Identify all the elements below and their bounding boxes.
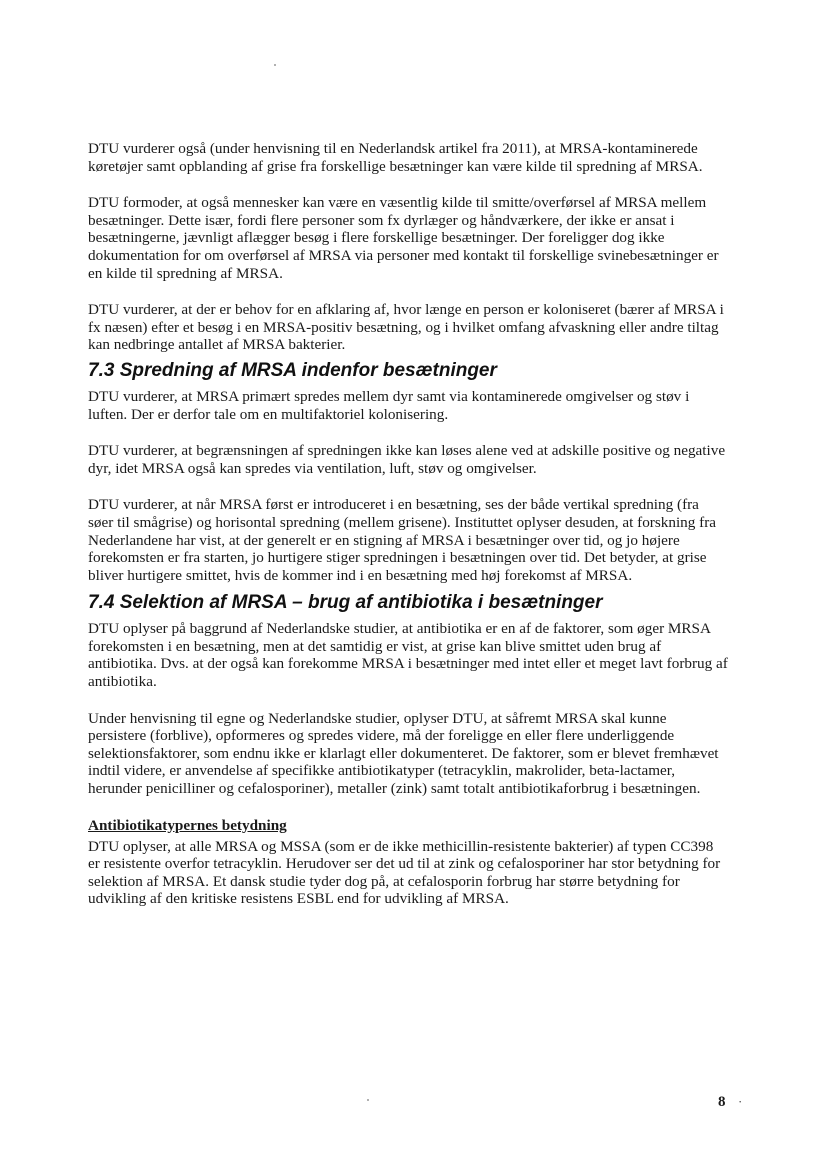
scan-speck <box>367 1099 369 1101</box>
paragraph: DTU formoder, at også mennesker kan være en væsentlig kilde til smitte/overførsel af MRSA mellem besætninger. Dette især, fordi flere personer som fx dyrlæger og håndværkere, der ikke er ansat i besætningerne, jævnligt aflægger besøg i flere forskellige besætninger. Der foreligger dog ikke dokumentation for om overførsel af MRSA via personer med kontakt til forskellige svinebesætninger er en kilde til spredning af MRSA. <box>88 194 719 282</box>
section-heading-7-4: 7.4 Selektion af MRSA – brug af antibiotika i besætninger <box>88 592 603 614</box>
page-number: 8 <box>718 1094 726 1110</box>
paragraph: DTU oplyser, at alle MRSA og MSSA (som er de ikke methicillin-resistente bakterier) af typen CC398 er resistente overfor tetracyklin. Herudover ser det ud til at zink og cefalosporiner har stor betydning for selektion af MRSA. Et dansk studie tyder dog på, at cefalosporin forbrug har større betydning for udvikling af den kritiske resistens ESBL end for udvikling af MRSA. <box>88 837 721 908</box>
paragraph: DTU vurderer, at MRSA primært spredes mellem dyr samt via kontaminerede omgivelser og støv i luften. Der er derfor tale om en multifaktoriel kolonisering. <box>88 387 690 423</box>
document-page <box>88 140 728 927</box>
paragraph: DTU vurderer, at der er behov for en afklaring af, hvor længe en person er koloniseret (bærer af MRSA i fx næsen) efter et besøg i en MRSA-positiv besætning, og i hvilket omfang afvaskning eller andre tiltag kan nedbringe antallet af MRSA bakterier. <box>88 301 724 354</box>
paragraph: Under henvisning til egne og Nederlandske studier, oplyser DTU, at såfremt MRSA skal kunne persistere (forblive), opformeres og spredes videre, må der foreligge en eller flere underliggende selektionsfaktorer, som endnu ikke er klarlagt eller dokumenteret. De faktorer, som er blevet fremhævet indtil videre, er anvendelse af specifikke antibiotikatyper (tetracyklin, makrolider, beta-lactamer, herunder penicilliner og cefalosporiner), metaller (zink) samt totalt antibiotikaforbrug i besætningen. <box>88 709 719 798</box>
paragraph: DTU vurderer, at begrænsningen af spredningen ikke kan løses alene ved at adskille positive og negative dyr, idet MRSA også kan spredes via ventilation, luft, støv og omgivelser. <box>88 442 726 477</box>
section-heading-7-3: 7.3 Spredning af MRSA indenfor besætninger <box>88 359 497 381</box>
paragraph: DTU vurderer også (under henvisning til en Nederlandsk artikel fra 2011), at MRSA-kontaminerede køretøjer samt opblanding af grise fra forskellige besætninger kan være kilde til spredning af MRSA. <box>88 140 703 175</box>
paragraph: DTU oplyser på baggrund af Nederlandske studier, at antibiotika er en af de faktorer, som øger MRSA forekomsten i en besætning, men at det samtidig er vist, at grise kan blive smittet uden brug af antibiotika. Dvs. at der også kan forekomme MRSA i besætninger med intet eller et meget lavt forbrug af antibiotika. <box>88 620 728 691</box>
scan-speck <box>274 64 276 66</box>
paragraph: DTU vurderer, at når MRSA først er introduceret i en besætning, ses der både vertikal spredning (fra søer til smågrise) og horisontal spredning (mellem grisene). Instituttet oplyser desuden, at forskning fra Nederlandene har vist, at der generelt er en stigning af MRSA i besætninger over tid, og jo højere forekomsten er fra starten, jo hurtigere stiger spredningen i besætningen over tid. Det betyder, at grise bliver hurtigere smittet, hvis de kommer ind i en besætning med høj forekomst af MRSA. <box>88 496 717 584</box>
scan-mark: · <box>738 1094 743 1109</box>
subheading: Antibiotikatypernes betydning <box>88 816 287 834</box>
